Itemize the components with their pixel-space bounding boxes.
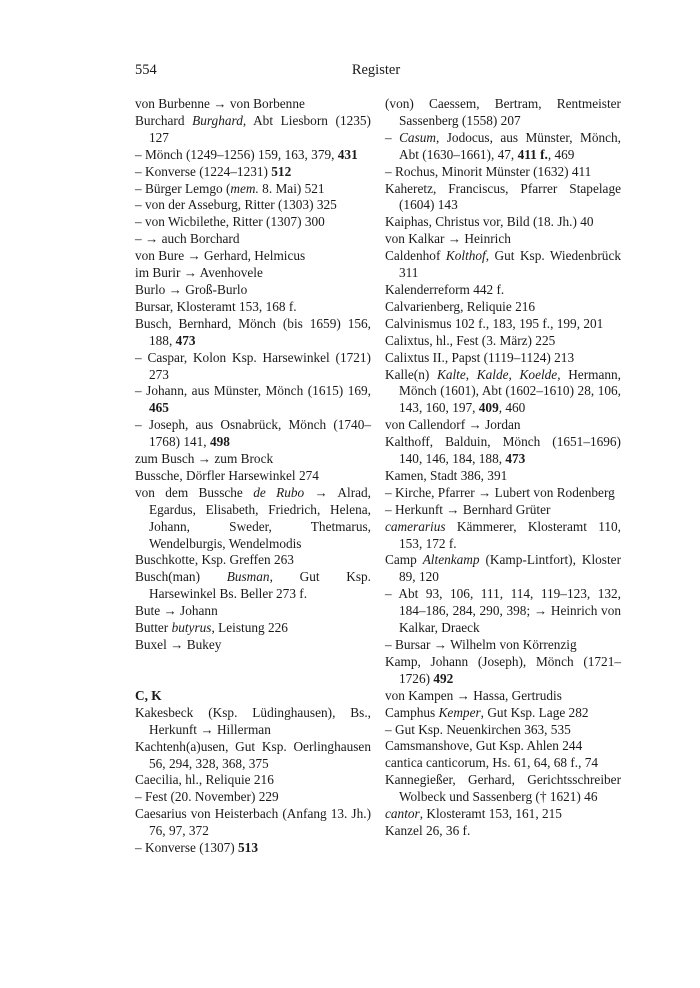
- index-entry: Bussche, Dörfler Harsewinkel 274: [135, 467, 319, 483]
- page-number: 554: [135, 62, 157, 78]
- index-entry: von dem Bussche de Rubo → Alrad, Egardus, Elisabeth, Friedrich, Helena, Johann, Sweder, Thetmarus, Wendelburgis, Wendelmodis: [135, 484, 371, 551]
- index-entry: Kamen, Stadt 386, 391: [385, 467, 508, 483]
- index-entry: Busch, Bernhard, Mönch (bis 1659) 156, 188, 473: [135, 315, 371, 348]
- index-entry: Kalenderreform 442 f.: [385, 281, 505, 297]
- index-entry: Kalle(n) Kalte, Kalde, Koelde, Hermann, Mönch (1601), Abt (1602–1610) 28, 106, 143, 160, 197, 409, 460: [385, 366, 622, 416]
- index-entry: cantor, Klosteramt 153, 161, 215: [385, 806, 562, 822]
- index-entry: Bute → Johann: [135, 603, 218, 619]
- index-entry: Busch(man) Busman, Gut Ksp. Harsewinkel Bs. Beller 273 f.: [135, 569, 371, 602]
- index-entry: – → auch Borchard: [135, 231, 240, 247]
- index-entry: zum Busch → zum Brock: [135, 451, 274, 467]
- index-entry: (von) Caessem, Bertram, Rentmeister Sassenberg (1558) 207: [385, 96, 621, 128]
- index-entry: Buxel → Bukey: [135, 637, 222, 652]
- index-entry: von Callendorf → Jordan: [385, 417, 521, 433]
- index-entry: – von der Asseburg, Ritter (1303) 325: [135, 197, 337, 213]
- index-entry: Kaheretz, Franciscus, Pfarrer Stapelage (1604) 143: [385, 180, 621, 213]
- section-heading: C, K: [135, 687, 162, 703]
- index-entry: – Casum, Jodocus, aus Münster, Mönch, Abt (1630–1661), 47, 411 f., 469: [385, 129, 621, 162]
- left-column: [135, 96, 371, 857]
- index-entry: von Kalkar → Heinrich: [385, 231, 511, 247]
- index-entry: Calixtus, hl., Fest (3. März) 225: [385, 332, 556, 348]
- index-entry: – Rochus, Minorit Münster (1632) 411: [385, 163, 592, 179]
- index-entry: Butter butyrus, Leistung 226: [135, 620, 288, 636]
- index-entry: – Mönch (1249–1256) 159, 163, 379, 431: [135, 146, 358, 162]
- page-header: [135, 62, 617, 82]
- index-entry: – Johann, aus Münster, Mönch (1615) 169, 465: [135, 383, 371, 416]
- index-entry: cantica canticorum, Hs. 61, 64, 68 f., 74: [385, 755, 599, 771]
- index-entry: Caldenhof Kolthof, Gut Ksp. Wiedenbrück 311: [385, 248, 622, 281]
- index-entry: Kanzel 26, 36 f.: [385, 822, 471, 838]
- index-entry: – Gut Ksp. Neuenkirchen 363, 535: [385, 721, 571, 737]
- index-entry: Camsmanshove, Gut Ksp. Ahlen 244: [385, 738, 583, 754]
- index-entry: Burlo → Groß-Burlo: [135, 281, 248, 297]
- right-column: [385, 96, 621, 840]
- index-entry: von Kampen → Hassa, Gertrudis: [385, 687, 562, 703]
- index-entry: – Caspar, Kolon Ksp. Harsewinkel (1721) 273: [135, 349, 371, 382]
- index-entry: Caesarius von Heisterbach (Anfang 13. Jh.) 76, 97, 372: [135, 806, 371, 839]
- index-entry: Kamp, Johann (Joseph), Mönch (1721–1726) 492: [385, 653, 621, 686]
- index-entry: – Bürger Lemgo (mem. 8. Mai) 521: [135, 180, 325, 196]
- index-entry: – Joseph, aus Osnabrück, Mönch (1740–1768) 141, 498: [135, 417, 371, 450]
- index-entry: – Fest (20. November) 229: [135, 789, 279, 805]
- index-entry: Camphus Kemper, Gut Ksp. Lage 282: [385, 704, 589, 720]
- index-entry: – Konverse (1224–1231) 512: [135, 163, 292, 179]
- index-entry: camerarius Kämmerer, Klosteramt 110, 153, 172 f.: [385, 518, 621, 551]
- index-entry: Calvinismus 102 f., 183, 195 f., 199, 201: [385, 315, 604, 331]
- index-entry: Kakesbeck (Ksp. Lüdinghausen), Bs., Herkunft → Hillerman: [135, 704, 371, 737]
- index-entry: Kannegießer, Gerhard, Gerichtsschreiber Wolbeck und Sassenberg († 1621) 46: [385, 772, 621, 805]
- index-entry: Bursar, Klosteramt 153, 168 f.: [135, 298, 297, 314]
- index-entry: Caecilia, hl., Reliquie 216: [135, 772, 274, 788]
- index-entry: im Burir → Avenhovele: [135, 265, 263, 281]
- index-entry: Kaiphas, Christus vor, Bild (18. Jh.) 40: [385, 214, 594, 230]
- index-entry: Buschkotte, Ksp. Greffen 263: [135, 552, 294, 568]
- running-title: Register: [351, 62, 401, 78]
- index-entry: Kalthoff, Balduin, Mönch (1651–1696) 140, 146, 184, 188, 473: [385, 434, 621, 467]
- index-entry: – Herkunft → Bernhard Grüter: [385, 501, 551, 517]
- index-entry: – Konverse (1307) 513: [135, 840, 258, 856]
- index-entry: Kachtenh(a)usen, Gut Ksp. Oerlinghausen 56, 294, 328, 368, 375: [135, 738, 371, 771]
- index-entry: – Abt 93, 106, 111, 114, 119–123, 132, 184–186, 284, 290, 398; → Heinrich von Kalkar, Draeck: [385, 586, 621, 636]
- section-spacer: [135, 654, 371, 688]
- index-entry: – von Wicbilethe, Ritter (1307) 300: [135, 214, 325, 230]
- index-entry: von Bure → Gerhard, Helmicus: [135, 248, 306, 264]
- index-entry: von Burbenne → von Borbenne: [135, 96, 305, 111]
- index-entry: Calvarienberg, Reliquie 216: [385, 298, 536, 314]
- index-entry: Calixtus II., Papst (1119–1124) 213: [385, 349, 575, 365]
- index-entry: – Bursar → Wilhelm von Körrenzig: [385, 637, 577, 652]
- index-entry: – Kirche, Pfarrer → Lubert von Rodenberg: [385, 484, 615, 500]
- index-entry: Camp Altenkamp (Kamp-Lintfort), Kloster 89, 120: [385, 552, 621, 585]
- index-entry: Burchard Burghard, Abt Liesborn (1235) 127: [135, 112, 371, 145]
